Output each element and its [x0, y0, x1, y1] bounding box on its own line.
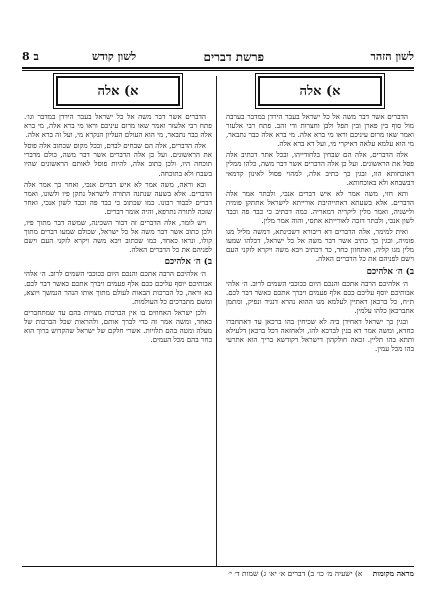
- header-rule-thick: [22, 67, 414, 69]
- right-paragraph: ה׳ אלהיכם הרבה אתכם והנכם היום ככוכבי השמים לרוב. ה׳ אלהי אבותיכם יוסף עליכם ככם אלף פעמים ויברך אתכם כאשר דבר לכם. ת״ח, כל ברכאן דאתיין לעלמא מגו ההוא נהרא דנגיד ונפיק, ומתמן אתברכאן כלהו עלמין.: [226, 278, 414, 315]
- footnote-refs: א) ישעיה מ׳ כו׳ ב) דברים א׳ יא׳ ג) שמות ד׳ י׳: [228, 569, 363, 578]
- left-box-title: א) אלה: [56, 76, 180, 106]
- left-paragraph: ולכן ישראל האחוזים בו אין הברכות מצויות בהם עד שמתחברים כאחד, ומשה אמר זה כדי לברך אותם, ולהראות שכל הברכות של מעלה ומטה בהם תלויות. אשרי חלקם של ישראל שהקדוש ברוך הוא בחר בהם מכל העמים.: [24, 307, 212, 345]
- header-rule-thin: [22, 70, 414, 71]
- left-paragraph: הדברים אשר דבר משה אל כל ישראל בעבר הירדן במדבר וגו׳. פתח רבי אלעזר ואמר שאו מרום עיניכם וראו מי ברא אלה, מי ברא אלה כבר נתבאר, מי הוא העולם העליון הנקרא מי, ועל זה ברא אלה.: [24, 112, 212, 140]
- left-paragraph: אלה הדברים, אלה הם שבחים לבדם, ובכל מקום שכתוב אלה פוסל את הראשונים. ועל כן אלה הדברים אשר דבר משה, כולם מדברי תוכחה היו, ולכן כתוב אלה, להיות פוסל לאותם הראשונים שהיו בשבח ולא בתוכחה.: [24, 141, 212, 178]
- left-subheading: ב) ה׳ אלהיכם: [164, 257, 212, 268]
- left-column: [24, 76, 212, 346]
- footnote-bar: [22, 566, 414, 583]
- left-paragraph: ובא וראה, משה אמר לא איש דברים אנכי, ואחר כך אמר אלה הדברים. אלא בשעה שנתנה התורה לישראל נתקן פיו ולשונו, ואמר דברים לכבוד רבונו. כמו שכתוב כי כבד פה וכבד לשון אנכי, ואחר שזכה לתורה נתרפא, והיה אומר דברים.: [24, 179, 212, 216]
- left-paragraph: ויש לומר, אלה הדברים זה דבור השכינה, שמשה דבר מתוך פיו, ולכן כתוב אשר דבר משה אל כל ישראל, שכולם שמעו דברים מתוך קולו, ונראו כאחד, כמו שכתוב ויבא משה ויקרא לזקני העם וישם לפניהם את כל הדברים האלה.: [24, 218, 212, 255]
- left-paragraph: ה׳ אלהיכם הרבה אתכם והנכם היום ככוכבי השמים לרוב. ה׳ אלהי אבותיכם יוסף עליכם ככם אלף פעמים ויברך אתכם כאשר דבר לכם. בא וראה, כל הברכות הבאות לעולם מתוך אותו הנהר הנמשך ויוצא, ומשם מתברכים כל העולמות.: [24, 269, 212, 306]
- right-subheading: ב) ה׳ אלהיכם: [366, 266, 414, 277]
- right-column: [226, 76, 414, 355]
- header-center-title: פרשת דברים: [203, 50, 264, 64]
- header-left-title: לשון קודש: [92, 50, 137, 63]
- header-right-title: לשון הזהר: [370, 50, 414, 63]
- footnote-label: מראה מקומות: [372, 569, 414, 578]
- column-divider: [216, 76, 217, 566]
- right-paragraph: אלה הדברים, אלה הם שבחין בלחודייהו, ובכל אתר דכתיב אלה פסל את הראשונים. ועל כן אלה הדברים אשר דבר משה, כלהו ממלין דאוכחותא הוו, ובגין כך כתיב אלה, למהוי פסול לאינון קדמאי דבשבחא ולא באוכחותא.: [226, 150, 414, 187]
- right-box-title: א) אלה: [258, 76, 382, 106]
- page-number: ב 8: [22, 50, 39, 63]
- right-paragraph: ואית למימר, אלה הדברים דא דיבורא דשכינתא, דמשה מליל מגו פומיה, ובגין כך כתיב אשר דבר משה אל כל ישראל, דכלהו שמעו מלין מגו קליה, ואתחזון כחד, כד דכתיב ויבא משה ויקרא לזקני העם וישם לפניהם את כל הדברים האלה.: [226, 227, 414, 264]
- right-paragraph: ובגין כך ישראל דאחידן ביה לא שכיחין בהו ברכאן עד דאתחברו כחדא, ומשה אמר דא בגין לברכא להו, ולאחזאה דכל ברכאן דלעילא ותתא בהו תליין. זכאה חולקהון דישראל דקודשא בריך הוא אתרעי בהו מכל עמין.: [226, 316, 414, 354]
- right-paragraph: ותא חזי, משה אמר לא איש דברים אנכי, ולבתר אמר אלה הדברים. אלא בשעתא דאתייהיבת אורייתא לישראל אתתקן פומיה ולישניה, ואמר מלין ליקריה דמאריה. כמה דכתיב כי כבד פה וכבד לשון אנכי, ולבתר דזכה לאורייתא אתסי, והוה אמר מלין.: [226, 188, 414, 226]
- right-paragraph: הדברים אשר דבר משה אל כל ישראל בעבר הירדן במדבר בערבה מול סוף בין פארן ובין תפל ולבן וחצרות ודי זהב. פתח רבי אלעזר ואמר שאו מרום עיניכם וראו מי ברא אלה. מי ברא אלה כבר נתבאר, מי הוא עלמא עלאה דאיקרי מי, ועל דא ברא אלה.: [226, 112, 414, 149]
- running-header: [22, 50, 414, 64]
